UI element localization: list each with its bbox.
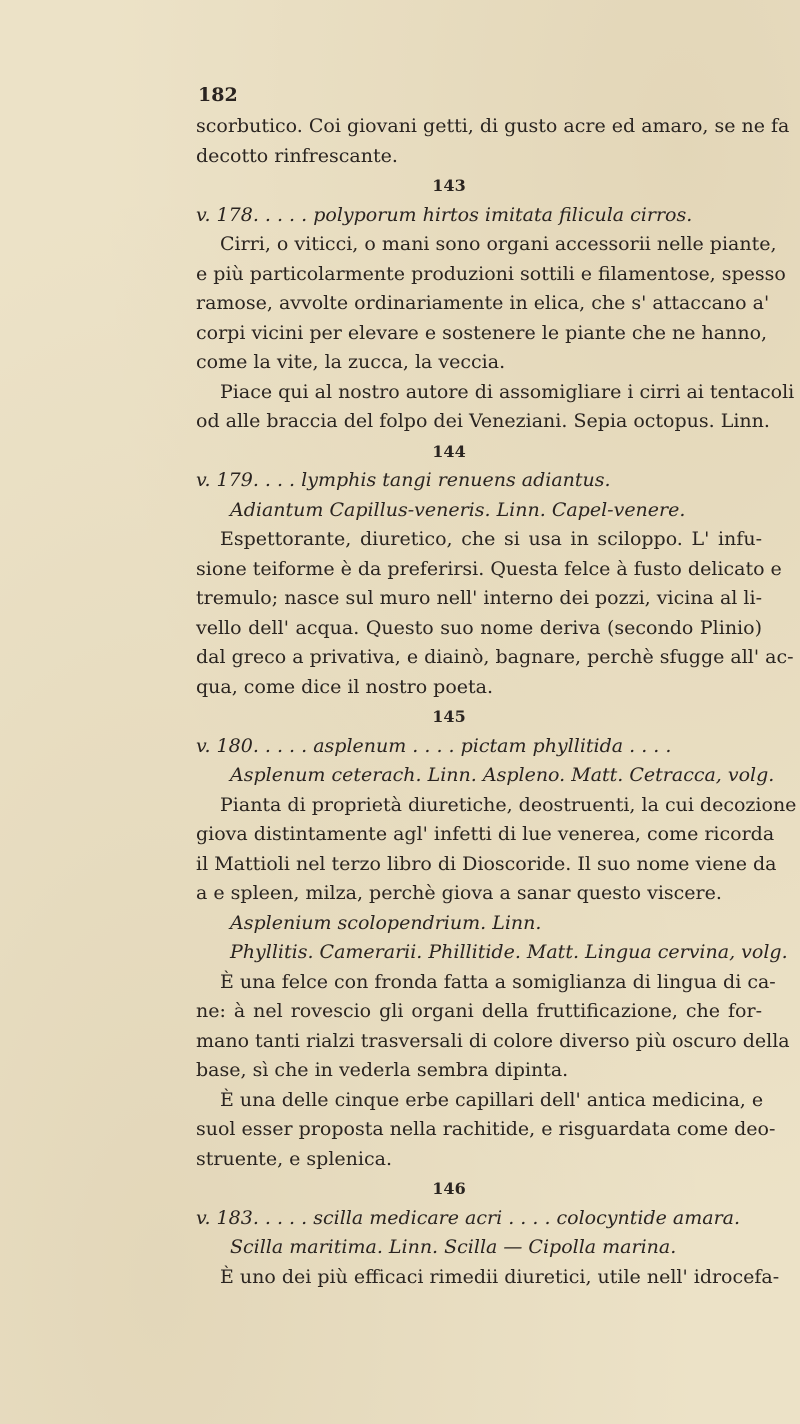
section-number: 143 [432, 176, 466, 195]
text-line: base, sì che in vederla sembra dipinta. [196, 1059, 569, 1081]
text-line: e più particolarmente produzioni sottili e filamentose, spesso [196, 262, 786, 285]
text-line: vello dell' acqua. Questo suo nome deriva (secondo Plinio) [196, 616, 762, 639]
botanical-name: Phyllitis. Camerarii. Phillitide. Matt. Lingua cervina, volg. [230, 941, 788, 963]
text-line: tremulo; nasce sul muro nell' interno dei pozzi, vicina al li- [196, 587, 762, 609]
botanical-name: Asplenum ceterach. Linn. Aspleno. Matt. Cetracca, volg. [230, 764, 775, 786]
text-line: dal greco a privativa, e diainò, bagnare, perchè sfugge all' ac- [196, 646, 794, 668]
verse-citation: v. 180. . . . . asplenum . . . . pictam phyllitida . . . . [196, 734, 672, 757]
text-line: decotto rinfrescante. [196, 144, 398, 167]
text-line: od alle braccia del folpo dei Veneziani. Sepia octopus. Linn. [196, 410, 770, 432]
verse-citation: v. 183. . . . . scilla medicare acri . . . . colocyntide amara. [196, 1206, 741, 1229]
section-number: 145 [432, 707, 466, 726]
verse-citation: v. 179. . . . lymphis tangi renuens adiantus. [196, 469, 611, 491]
text-line: Piace qui al nostro autore di assomigliare i cirri ai tentacoli [220, 380, 795, 403]
text-line: suol esser proposta nella rachitide, e risguardata come deo- [196, 1118, 776, 1140]
text-line: giova distintamente agl' infetti di lue venerea, come ricorda [196, 823, 775, 845]
page-number: 182 [198, 84, 238, 106]
text-line: ramose, avvolte ordinariamente in elica, che s' attaccano a' [196, 292, 770, 314]
text-line: a e spleen, milza, perchè giova a sanar questo viscere. [196, 882, 722, 904]
text-line: È una felce con fronda fatta a somiglianza di lingua di ca- [220, 970, 776, 993]
text-line: È una delle cinque erbe capillari dell' antica medicina, e [220, 1088, 764, 1111]
text-line: qua, come dice il nostro poeta. [196, 675, 494, 698]
text-line: Espettorante, diuretico, che si usa in sciloppo. L' infu- [220, 528, 762, 550]
botanical-name: Adiantum Capillus-veneris. Linn. Capel-venere. [230, 498, 686, 521]
text-line: Pianta di proprietà diuretiche, deostruenti, la cui decozione [220, 793, 797, 816]
text-line: corpi vicini per elevare e sostenere le piante che ne hanno, [196, 321, 768, 344]
text-line: come la vite, la zucca, la veccia. [196, 351, 506, 373]
text-line: Cirri, o viticci, o mani sono organi accessorii nelle piante, [220, 233, 777, 255]
text-line: struente, e splenica. [196, 1147, 392, 1170]
text-line: il Mattioli nel terzo libro di Dioscoride. Il suo nome viene da [196, 852, 777, 875]
text-line: ne: à nel rovescio gli organi della fruttificazione, che for- [196, 1000, 762, 1022]
text-line: È uno dei più efficaci rimedii diuretici, utile nell' idrocefa- [220, 1265, 780, 1288]
text-line: scorbutico. Coi giovani getti, di gusto acre ed amaro, se ne fa [196, 115, 790, 137]
botanical-name: Scilla maritima. Linn. Scilla — Cipolla marina. [230, 1236, 677, 1258]
section-number: 146 [432, 1179, 466, 1198]
botanical-name: Asplenium scolopendrium. Linn. [230, 911, 542, 934]
section-number: 144 [432, 441, 466, 461]
verse-citation: v. 178. . . . . polyporum hirtos imitata filicula cirros. [196, 203, 693, 226]
text-line: sione teiforme è da preferirsi. Questa felce à fusto delicato e [196, 557, 782, 580]
page-text [196, 112, 797, 1292]
text-line: mano tanti rialzi trasversali di colore diverso più oscuro della [196, 1029, 790, 1052]
